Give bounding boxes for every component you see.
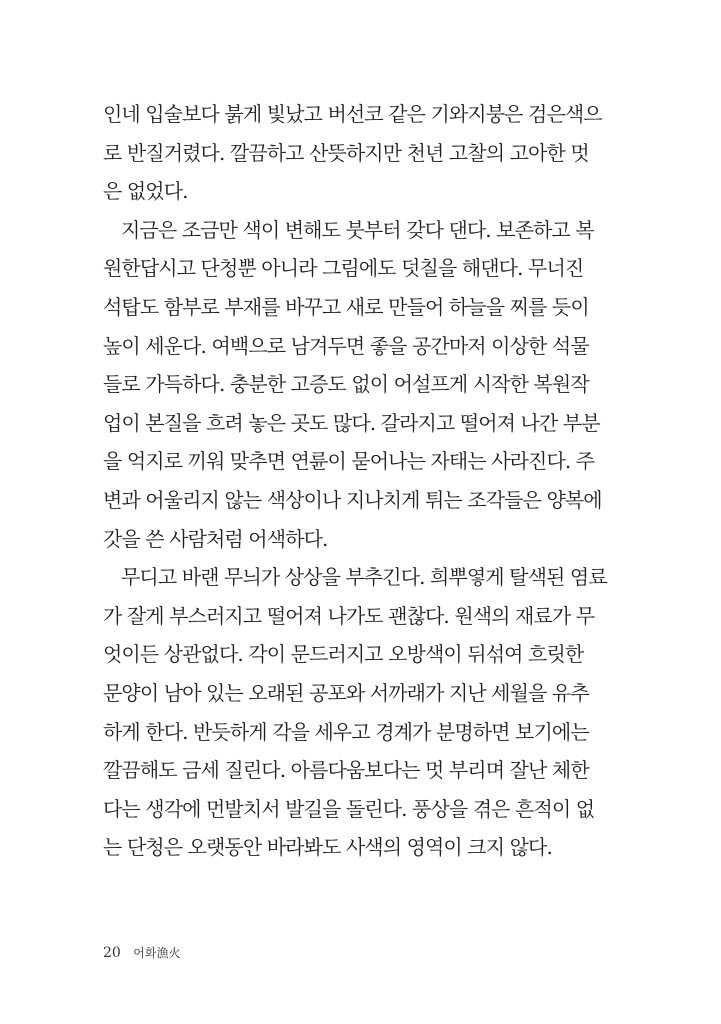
page-number: 20 [103,945,121,961]
text-line: 석탑도 함부로 부재를 바꾸고 새로 만들어 하늘을 찌를 듯이 [103,294,589,319]
text-line: 변과 어울리지 않는 색상이나 지나치게 튀는 조각들은 양복에 [103,487,602,512]
text-line: 은 없었다. [103,179,188,204]
text-line: 문양이 남아 있는 오래된 공포와 서까래가 지난 세월을 유추 [103,680,589,705]
text-line: 업이 본질을 흐려 놓은 곳도 많다. 갈라지고 떨어져 나간 부분 [103,410,600,435]
text-line: 갓을 쓴 사람처럼 어색하다. [103,526,328,551]
text-line: 가 잘게 부스러지고 떨어져 나가도 괜찮다. 원색의 재료가 무 [103,603,595,628]
text-line: 깔끔해도 금세 질린다. 아름다움보다는 멋 부리며 잘난 체한 [103,758,589,783]
text-line: 하게 한다. 반듯하게 각을 세우고 경계가 분명하면 보기에는 [103,719,589,744]
text-line: 높이 세운다. 여백으로 남겨두면 좋을 공간마저 이상한 석물 [103,333,589,358]
running-title: 어화漁火 [133,946,181,960]
page-footer [103,944,180,962]
text-line: 들로 가득하다. 충분한 고증도 없이 어설프게 시작한 복원작 [103,372,589,397]
text-line: 로 반질거렸다. 깔끔하고 산뜻하지만 천년 고찰의 고아한 멋 [103,140,589,165]
text-line: 엇이든 상관없다. 각이 문드러지고 오방색이 뒤섞여 흐릿한 [103,642,584,667]
body-text [103,95,607,867]
text-line: 을 억지로 끼워 맞추면 연륜이 묻어나는 자태는 사라진다. 주 [103,449,595,474]
text-line: 다는 생각에 먼발치서 발길을 돌린다. 풍상을 겪은 흔적이 없 [103,796,595,821]
text-line: 는 단청은 오랫동안 바라봐도 사색의 영역이 크지 않다. [103,835,552,860]
text-line: 원한답시고 단청뿐 아니라 그림에도 덧칠을 해댄다. 무너진 [103,256,584,281]
paragraph-start-line: 무디고 바랜 무늬가 상상을 부추긴다. 희뿌옇게 탈색된 염료 [121,565,607,590]
text-line: 인네 입술보다 붉게 빛났고 버선코 같은 기와지붕은 검은색으 [103,102,602,126]
paragraph-start-line: 지금은 조금만 색이 변해도 붓부터 갖다 댄다. 보존하고 복 [121,217,594,242]
